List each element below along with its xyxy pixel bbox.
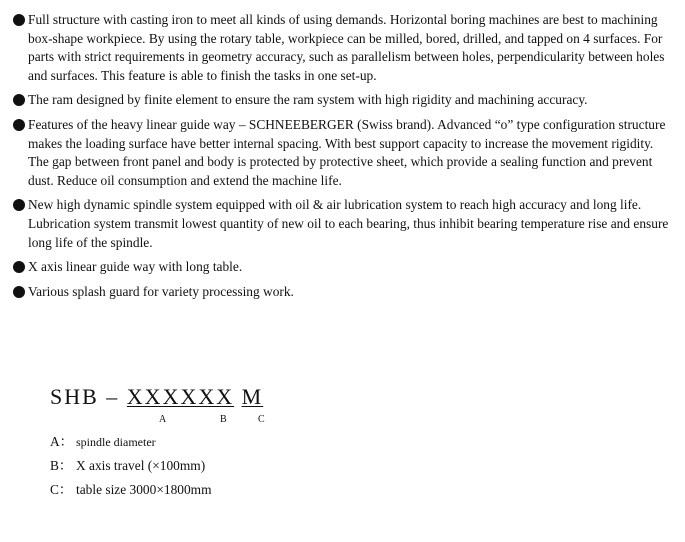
feature-item xyxy=(12,116,672,190)
bullet-icon xyxy=(13,94,25,106)
model-code-text xyxy=(50,384,350,410)
legend-row-c xyxy=(50,478,211,502)
marker-b: B xyxy=(220,414,227,425)
feature-item xyxy=(12,11,672,85)
model-prefix: SHB – xyxy=(50,384,120,409)
feature-text: Various splash guard for variety processing work. xyxy=(28,283,294,299)
legend-key: C： xyxy=(50,482,73,497)
legend-text: spindle diameter xyxy=(76,435,156,449)
legend-row-a xyxy=(50,430,211,454)
legend-text: table size 3000×1800mm xyxy=(76,482,212,497)
legend-text: X axis travel (×100mm) xyxy=(76,458,206,473)
marker-c: C xyxy=(258,414,265,425)
model-part-a: XXX xyxy=(126,384,181,409)
bullet-icon xyxy=(13,119,25,131)
feature-text: Features of the heavy linear guide way – SCHNEEBERGER (Swiss brand). Advanced “o” type configuration structure makes the loading surface have better internal spacing. With best support capacity to increase the movement rigidity. The gap between front panel and body is protected by protective sheet, which provide a sealing function and prevent dust. Reduce oil consumption and extend the machine life. xyxy=(28,116,666,188)
legend-key: A： xyxy=(50,434,74,449)
feature-item xyxy=(12,196,672,252)
feature-text: The ram designed by finite element to ensure the ram system with high rigidity and machining accuracy. xyxy=(28,92,588,108)
feature-text: Full structure with casting iron to meet all kinds of using demands. Horizontal boring machines are best to machining box-shape workpiece. By using the rotary table, workpiece can be milled, bored, drilled, and tapped on 4 surfaces. For parts with strict requirements in geometry accuracy, such as parallelism between holes, perpendicularity between holes and surfaces. This feature is able to finish the tasks in one set-up. xyxy=(28,12,665,83)
model-legend xyxy=(50,430,211,502)
bullet-icon xyxy=(13,14,25,26)
model-code xyxy=(50,384,350,430)
feature-text: New high dynamic spindle system equipped with oil & air lubrication system to reach high accuracy and long life. Lubrication system transmit lowest quantity of new oil to each bearing, thus inhibit bearing temperature rise and ensure long life of the spindle. xyxy=(28,197,669,250)
model-part-b: XXX xyxy=(180,384,235,409)
bullet-icon xyxy=(13,261,25,273)
feature-list xyxy=(12,11,672,307)
feature-item xyxy=(12,91,672,110)
bullet-icon xyxy=(13,286,25,298)
marker-a: A xyxy=(159,414,167,425)
bullet-icon xyxy=(13,199,25,211)
model-part-c: M xyxy=(241,384,264,409)
feature-text: X axis linear guide way with long table. xyxy=(28,259,243,275)
legend-key: B： xyxy=(50,458,73,473)
legend-row-b xyxy=(50,454,211,478)
feature-item xyxy=(12,283,672,302)
feature-item xyxy=(12,258,672,277)
